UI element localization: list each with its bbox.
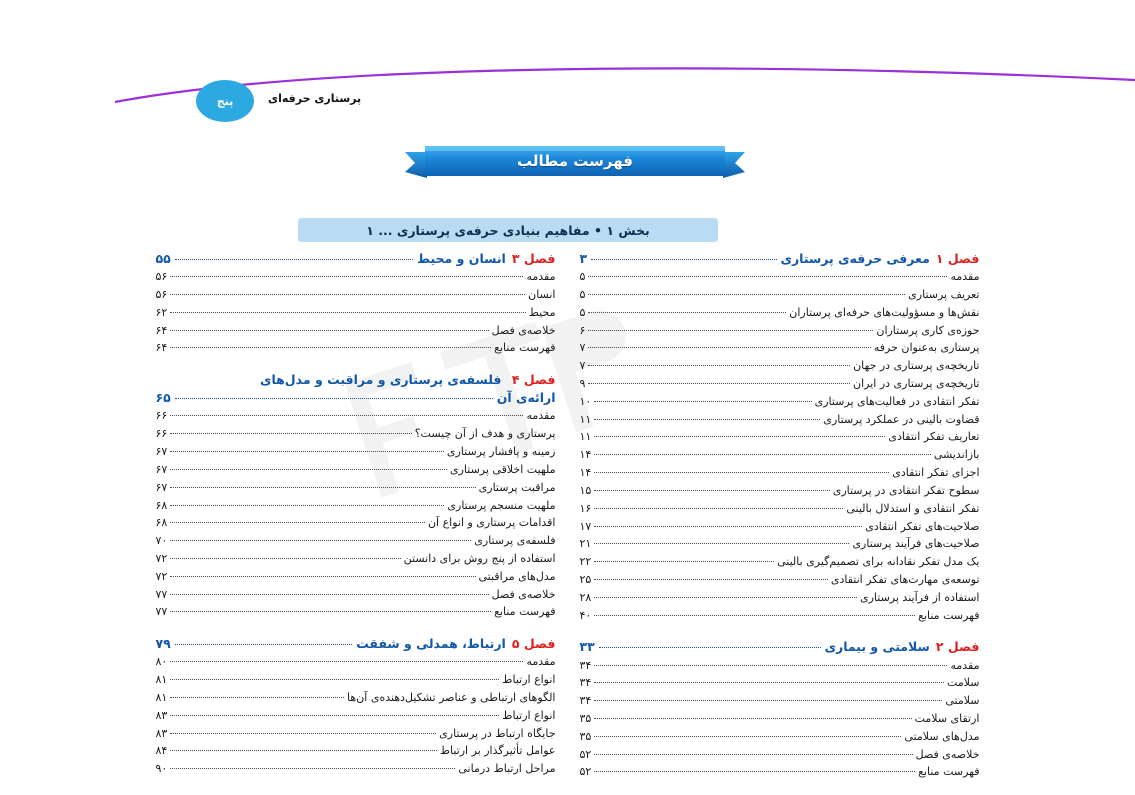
entry-page-number: ۳۴	[579, 676, 592, 690]
entry-page-number: ۱۱	[579, 412, 592, 426]
toc-entry[interactable]	[156, 707, 556, 725]
entry-page-number: ۱۵	[579, 483, 592, 497]
entry-page-number: ۷۷	[155, 605, 168, 619]
toc-entry[interactable]	[156, 407, 556, 425]
toc-entry[interactable]	[580, 339, 980, 357]
ribbon-shape	[405, 138, 745, 184]
entry-title: تعاریف تفکر انتقادی	[888, 430, 980, 444]
entry-page-number: ۶	[579, 323, 586, 337]
toc-entry[interactable]	[156, 304, 556, 322]
dot-leader	[170, 768, 455, 769]
chapter-title: انسان و محیط	[417, 251, 506, 266]
dot-leader	[170, 433, 411, 434]
dot-leader	[594, 508, 843, 509]
toc-entry[interactable]	[580, 535, 980, 553]
dot-leader	[170, 415, 523, 416]
chapter-block	[156, 250, 556, 357]
entry-title: فهرست منابع	[494, 605, 556, 619]
chapter-page-number: ۷۹	[155, 636, 171, 652]
toc-entry[interactable]	[580, 674, 980, 692]
dot-leader	[175, 259, 413, 260]
entry-title: سطوح تفکر انتقادی در پرستاری	[832, 483, 980, 497]
toc-entry[interactable]	[580, 482, 980, 500]
header-page-badge	[196, 80, 254, 122]
dot-leader	[594, 718, 911, 719]
entry-title: ارتقای سلامت	[914, 711, 980, 725]
dot-leader	[588, 330, 873, 331]
entry-page-number: ۸۱	[155, 673, 168, 687]
entry-title: تفکر انتقادی در فعالیت‌های پرستاری	[814, 394, 980, 408]
entry-title: قضاوت بالینی در عملکرد پرستاری	[823, 412, 980, 426]
toc-entry[interactable]	[580, 657, 980, 675]
dot-leader	[588, 365, 850, 366]
toc-entry[interactable]	[580, 322, 980, 340]
entry-page-number: ۲۵	[579, 572, 592, 586]
dot-leader	[170, 312, 525, 313]
entry-title: ملهیت منسجم پرستاری	[447, 498, 556, 512]
chapter-heading[interactable]	[156, 250, 556, 268]
toc-entry[interactable]	[580, 728, 980, 746]
chapter-heading[interactable]	[580, 638, 980, 656]
entry-page-number: ۲۱	[579, 537, 592, 551]
entry-page-number: ۳۴	[579, 694, 592, 708]
toc-title: فهرست مطالب	[517, 152, 633, 170]
dot-leader	[594, 561, 774, 562]
entry-page-number: ۷۰	[155, 534, 168, 548]
dot-leader	[170, 715, 499, 716]
entry-title: خلاصه‌ی فصل	[915, 747, 980, 761]
entry-title: تفکر انتقادی و استدلال بالینی	[846, 501, 980, 515]
entry-page-number: ۸۱	[155, 690, 168, 704]
toc-entry[interactable]	[156, 497, 556, 515]
chapter-number: فصل ۲	[935, 639, 980, 655]
toc-entry[interactable]	[156, 653, 556, 671]
entry-title: مدل‌های مراقبتی	[478, 569, 556, 583]
entry-page-number: ۱۴	[579, 448, 592, 462]
entry-page-number: ۱۷	[579, 519, 592, 533]
entry-page-number: ۶۶	[155, 409, 168, 423]
toc-entry[interactable]	[580, 464, 980, 482]
entry-page-number: ۷۲	[155, 569, 168, 583]
chapter-page-number: ۳	[579, 251, 588, 266]
entry-page-number: ۶۷	[155, 480, 168, 494]
chapter-heading[interactable]	[156, 371, 556, 407]
toc-entry[interactable]	[156, 286, 556, 304]
chapter-title: معرفی حرفه‌ی پرستاری	[780, 251, 930, 266]
dot-leader	[594, 579, 828, 580]
entry-title: مقدمه	[950, 270, 980, 284]
entry-page-number: ۶۸	[155, 516, 168, 530]
chapter-title: فلسفه‌ی پرستاری و مراقبت و مدل‌های	[259, 372, 502, 388]
entry-page-number: ۶۷	[155, 445, 168, 459]
entry-page-number: ۶۴	[155, 323, 168, 337]
dot-leader	[170, 469, 447, 470]
entry-title: الگوهای ارتباطی و عناصر تشکیل‌دهنده‌ی آن‌ها	[347, 690, 556, 704]
dot-leader	[594, 543, 849, 544]
entry-page-number: ۲۲	[579, 555, 592, 569]
entry-title: عوامل تأثیرگذار بر ارتباط	[439, 744, 556, 758]
entry-page-number: ۳۴	[579, 658, 592, 672]
entry-title: مقدمه	[950, 658, 980, 672]
dot-leader	[594, 454, 931, 455]
toc-entry[interactable]	[156, 742, 556, 760]
dot-leader	[594, 615, 915, 616]
entry-title: ملهیت اخلاقی پرستاری	[449, 462, 556, 476]
dot-leader	[594, 682, 944, 683]
entry-title: اقدامات پرستاری و انواع آن	[427, 516, 556, 530]
entry-title: خلاصه‌ی فصل	[491, 587, 556, 601]
dot-leader	[594, 490, 829, 491]
dot-leader	[170, 505, 444, 506]
dot-leader	[170, 276, 523, 277]
page-header	[0, 60, 1135, 122]
entry-title: جایگاه ارتباط در پرستاری	[439, 726, 556, 740]
toc-entry[interactable]	[580, 763, 980, 781]
dot-leader	[170, 733, 436, 734]
entry-page-number: ۷۷	[155, 587, 168, 601]
toc-entry[interactable]	[156, 568, 556, 586]
dot-leader	[170, 347, 491, 348]
chapter-title: سلامتی و بیماری	[824, 639, 930, 655]
entry-title: مدل‌های سلامتی	[904, 729, 980, 743]
toc-entry[interactable]	[156, 532, 556, 550]
dot-leader	[175, 644, 352, 645]
table-of-contents	[0, 250, 1135, 795]
header-badge-text: پنج	[216, 94, 234, 108]
toc-entry[interactable]	[580, 286, 980, 304]
entry-title: توسعه‌ی مهارت‌های تفکر انتقادی	[830, 572, 980, 586]
dot-leader	[170, 294, 525, 295]
entry-page-number: ۹	[579, 377, 586, 390]
entry-title: سلامتی	[945, 694, 980, 708]
dot-leader	[588, 294, 905, 295]
entry-page-number: ۱۶	[579, 501, 592, 515]
dot-leader	[170, 487, 475, 488]
entry-page-number: ۶۷	[155, 462, 168, 476]
entry-page-number: ۲۸	[579, 590, 592, 604]
chapter-heading[interactable]	[580, 250, 980, 268]
entry-title: تعریف پرستاری	[908, 287, 980, 301]
entry-title: تاریخچه‌ی پرستاری در ایران	[853, 377, 980, 390]
entry-page-number: ۶۴	[155, 341, 168, 355]
dot-leader	[170, 540, 471, 541]
toc-entry[interactable]	[580, 500, 980, 518]
dot-leader	[591, 259, 776, 260]
dot-leader	[599, 647, 821, 648]
entry-page-number: ۳۵	[579, 729, 592, 743]
toc-entry[interactable]	[580, 268, 980, 286]
entry-title: انواع ارتباط	[502, 708, 556, 722]
section-header-bar	[298, 218, 718, 242]
toc-entry[interactable]	[580, 428, 980, 446]
dot-leader	[588, 276, 947, 277]
entry-page-number: ۷	[579, 359, 586, 373]
toc-entry[interactable]	[156, 425, 556, 443]
dot-leader	[594, 736, 901, 737]
entry-page-number: ۱۱	[579, 430, 592, 444]
dot-leader	[594, 436, 885, 437]
entry-title: حوزه‌ی کاری پرستاران	[876, 323, 980, 337]
toc-entry[interactable]	[156, 268, 556, 286]
entry-title: زمینه و پافشار پرستاری	[446, 445, 556, 459]
entry-page-number: ۶۶	[155, 427, 168, 441]
toc-entry[interactable]	[580, 589, 980, 607]
dot-leader	[594, 472, 889, 473]
toc-entry[interactable]	[156, 671, 556, 689]
chapter-number: فصل ۱	[935, 251, 980, 266]
entry-page-number: ۵	[579, 270, 586, 284]
entry-title: خلاصه‌ی فصل	[491, 323, 556, 337]
toc-entry[interactable]	[580, 411, 980, 429]
chapter-block	[156, 371, 556, 621]
toc-entry[interactable]	[156, 479, 556, 497]
entry-page-number: ۵۲	[579, 747, 592, 761]
entry-page-number: ۵۲	[579, 765, 592, 779]
entry-title: مقدمه	[526, 270, 556, 284]
toc-entry[interactable]	[580, 692, 980, 710]
entry-page-number: ۸۴	[155, 744, 168, 758]
toc-entry[interactable]	[156, 603, 556, 621]
toc-entry[interactable]	[580, 304, 980, 322]
toc-entry[interactable]	[156, 586, 556, 604]
dot-leader	[594, 526, 862, 527]
entry-page-number: ۷۲	[155, 551, 168, 565]
entry-title: بازاندیشی	[933, 448, 980, 462]
entry-title: فلسفه‌ی پرستاری	[474, 534, 556, 548]
entry-title: سلامت	[947, 676, 980, 690]
header-wave-decoration	[0, 60, 1135, 110]
entry-page-number: ۵۶	[155, 287, 168, 301]
entry-title: نقش‌ها و مسؤولیت‌های حرفه‌ای پرستاران	[789, 305, 980, 319]
toc-entry[interactable]	[580, 393, 980, 411]
chapter-heading[interactable]	[156, 635, 556, 653]
chapter-number: فصل ۳	[511, 251, 556, 266]
entry-title: محیط	[528, 305, 556, 319]
toc-entry[interactable]	[580, 446, 980, 464]
toc-entry[interactable]	[156, 339, 556, 357]
chapter-number: فصل ۴	[511, 372, 556, 388]
chapter-page-number: ۳۳	[579, 639, 595, 655]
toc-column-left	[156, 250, 556, 795]
section-header-label: بخش ۱ • مفاهیم بنیادی حرفه‌ی پرستاری ... ۱	[366, 222, 650, 238]
entry-title: استفاده از پنج روش برای دانستن	[403, 551, 556, 565]
toc-entry[interactable]	[580, 710, 980, 728]
chapter-block	[580, 638, 980, 781]
dot-leader	[170, 679, 499, 680]
toc-entry[interactable]	[580, 375, 980, 393]
toc-entry[interactable]	[156, 461, 556, 479]
entry-title: فهرست منابع	[918, 765, 980, 779]
toc-ribbon-banner	[405, 138, 745, 184]
entry-title: تاریخچه‌ی پرستاری در جهان	[853, 359, 980, 373]
dot-leader	[588, 312, 786, 313]
chapter-title: ارتباط، همدلی و شفقت	[356, 636, 506, 652]
entry-title: پرستاری و هدف از آن چیست؟	[414, 427, 556, 441]
dot-leader	[170, 558, 400, 559]
dot-leader	[170, 451, 444, 452]
toc-entry[interactable]	[156, 443, 556, 461]
toc-entry[interactable]	[156, 322, 556, 340]
toc-entry[interactable]	[580, 571, 980, 589]
dot-leader	[594, 754, 912, 755]
toc-entry[interactable]	[580, 553, 980, 571]
entry-page-number: ۱۴	[579, 466, 592, 480]
toc-entry[interactable]	[156, 725, 556, 743]
entry-title: مقدمه	[526, 409, 556, 423]
entry-page-number: ۵	[579, 305, 586, 319]
entry-page-number: ۵	[579, 287, 586, 301]
entry-title: استفاده از فرآیند پرستاری	[859, 590, 980, 604]
entry-title: اجزای تفکر انتقادی	[892, 466, 980, 480]
chapter-title-line2: ارائه‌ی آن	[496, 390, 556, 406]
toc-entry[interactable]	[156, 689, 556, 707]
entry-page-number: ۷	[579, 341, 586, 355]
dot-leader	[594, 700, 942, 701]
entry-page-number: ۸۳	[155, 708, 168, 722]
entry-title: مراحل ارتباط درمانی	[458, 762, 556, 776]
dot-leader	[170, 661, 523, 662]
entry-page-number: ۴۰	[579, 608, 592, 622]
entry-title: یک مدل تفکر نقادانه برای تصمیم‌گیری بالینی	[777, 555, 980, 569]
entry-title: فهرست منابع	[494, 341, 556, 355]
toc-entry[interactable]	[580, 357, 980, 375]
entry-page-number: ۳۵	[579, 711, 592, 725]
dot-leader	[170, 697, 344, 698]
toc-entry[interactable]	[156, 550, 556, 568]
entry-title: صلاحیت‌های فرآیند پرستاری	[852, 537, 980, 551]
chapter-block	[580, 250, 980, 624]
dot-leader	[594, 401, 811, 402]
chapter-block	[156, 635, 556, 778]
entry-page-number: ۶۲	[155, 305, 168, 319]
dot-leader	[170, 330, 488, 331]
dot-leader	[594, 419, 820, 420]
toc-entry[interactable]	[580, 518, 980, 536]
dot-leader	[170, 594, 488, 595]
dot-leader	[170, 522, 425, 523]
chapter-page-number: ۶۵	[155, 390, 171, 406]
toc-entry[interactable]	[156, 514, 556, 532]
entry-page-number: ۶۸	[155, 498, 168, 512]
entry-title: مراقبت پرستاری	[478, 480, 556, 494]
toc-entry[interactable]	[580, 746, 980, 764]
dot-leader	[588, 383, 850, 384]
entry-title: پرستاری به‌عنوان حرفه	[873, 341, 980, 355]
chapter-page-number: ۵۵	[155, 251, 171, 266]
dot-leader	[594, 665, 947, 666]
entry-title: صلاحیت‌های تفکر انتقادی	[865, 519, 980, 533]
dot-leader	[170, 611, 491, 612]
entry-title: انواع ارتباط	[502, 673, 556, 687]
entry-page-number: ۹۰	[155, 762, 168, 776]
entry-title: مقدمه	[526, 655, 556, 669]
dot-leader	[588, 347, 870, 348]
entry-page-number: ۵۶	[155, 270, 168, 284]
entry-page-number: ۱۰	[579, 394, 592, 408]
entry-title: فهرست منابع	[918, 608, 980, 622]
dot-leader	[594, 771, 915, 772]
entry-title: انسان	[528, 287, 556, 301]
toc-entry[interactable]	[156, 760, 556, 778]
dot-leader	[594, 597, 857, 598]
book-title: پرستاری حرفه‌ای	[268, 92, 362, 105]
entry-page-number: ۸۳	[155, 726, 168, 740]
toc-entry[interactable]	[580, 607, 980, 625]
dot-leader	[175, 398, 493, 399]
dot-leader	[170, 750, 437, 751]
entry-page-number: ۸۰	[155, 655, 168, 669]
chapter-number: فصل ۵	[511, 636, 556, 652]
dot-leader	[170, 576, 475, 577]
toc-column-right	[580, 250, 980, 795]
